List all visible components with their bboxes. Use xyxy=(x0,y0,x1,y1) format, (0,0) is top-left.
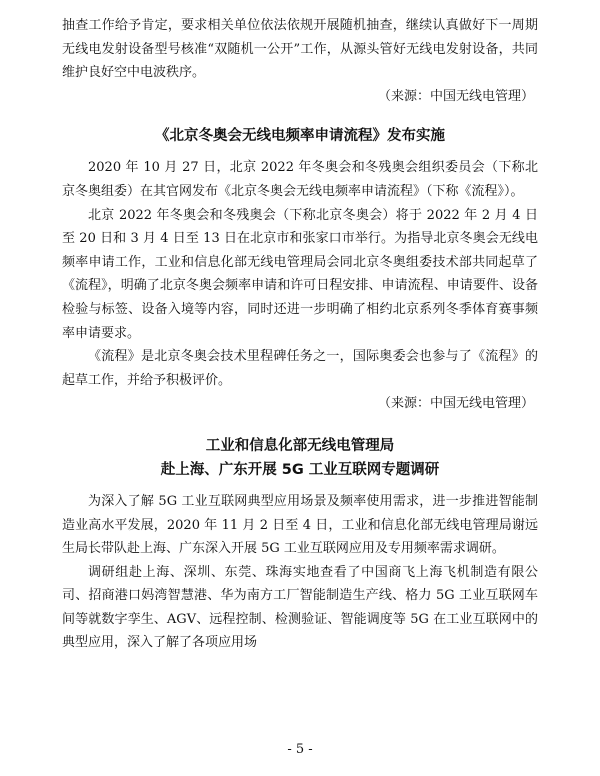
paragraph: 北京 2022 年冬奥会和冬残奥会（下称北京冬奥会）将于 2022 年 2 月 4 日至 20 日和 3 月 4 日至 13 日在北京市和张家口市举行。为指导北京冬奥会无线电频率申请工作，工业和信息化部无线电管理局会同北京冬奥组委技术部共同起草了《流程》，明确了北京冬奥会频率申请和许可日程安排、申请流程、申请要件、设备检验与标签、设备入境等内容，同时还进一步明确了相约北京系列冬季体育赛事频率申请要求。 xyxy=(62,207,538,341)
source-note: （来源：中国无线电管理） xyxy=(377,88,534,104)
article-title: 《北京冬奥会无线电频率申请流程》发布实施 xyxy=(155,128,445,145)
paragraph: 为深入了解 5G 工业互联网典型应用场景及频率使用需求，进一步推进智能制造业高水平发展，2020 年 11 月 2 日至 4 日，工业和信息化部无线电管理局谢远生局长带队赴上海、广东深入开展 5G 工业互联网应用及专用频率需求调研。 xyxy=(62,493,538,557)
paragraph: 调研组赴上海、深圳、东莞、珠海实地查看了中国商飞上海飞机制造有限公司、招商港口妈湾智慧港、华为南方工厂智能制造生产线、格力 5G 工业互联网车间等就数字孪生、AGV、远程控制、检测验证、智能调度等 5G 在工业互联网中的典型应用，深入了解了各项应用场 xyxy=(62,564,538,651)
page-number: - 5 - xyxy=(287,742,313,757)
paragraph-continued: 抽查工作给予肯定，要求相关单位依法依规开展随机抽查，继续认真做好下一周期无线电发射设备型号核准“双随机一公开”工作，从源头管好无线电发射设备，共同维护良好空中电波秩序。 xyxy=(62,18,538,81)
article-title-line1: 工业和信息化部无线电管理局 xyxy=(205,437,395,454)
paragraph: 《流程》是北京冬奥会技术里程碑任务之一，国际奥委会也参与了《流程》的起草工作，并给予积极评价。 xyxy=(62,349,538,388)
article-title-line2: 赴上海、广东开展 5G 工业互联网专题调研 xyxy=(160,461,440,478)
source-note: （来源：中国无线电管理） xyxy=(377,396,534,412)
paragraph: 2020 年 10 月 27 日，北京 2022 年冬奥会和冬残奥会组织委员会（下称北京冬奥组委）在其官网发布《北京冬奥会无线电频率申请流程》（下称《流程》）。 xyxy=(62,160,538,199)
